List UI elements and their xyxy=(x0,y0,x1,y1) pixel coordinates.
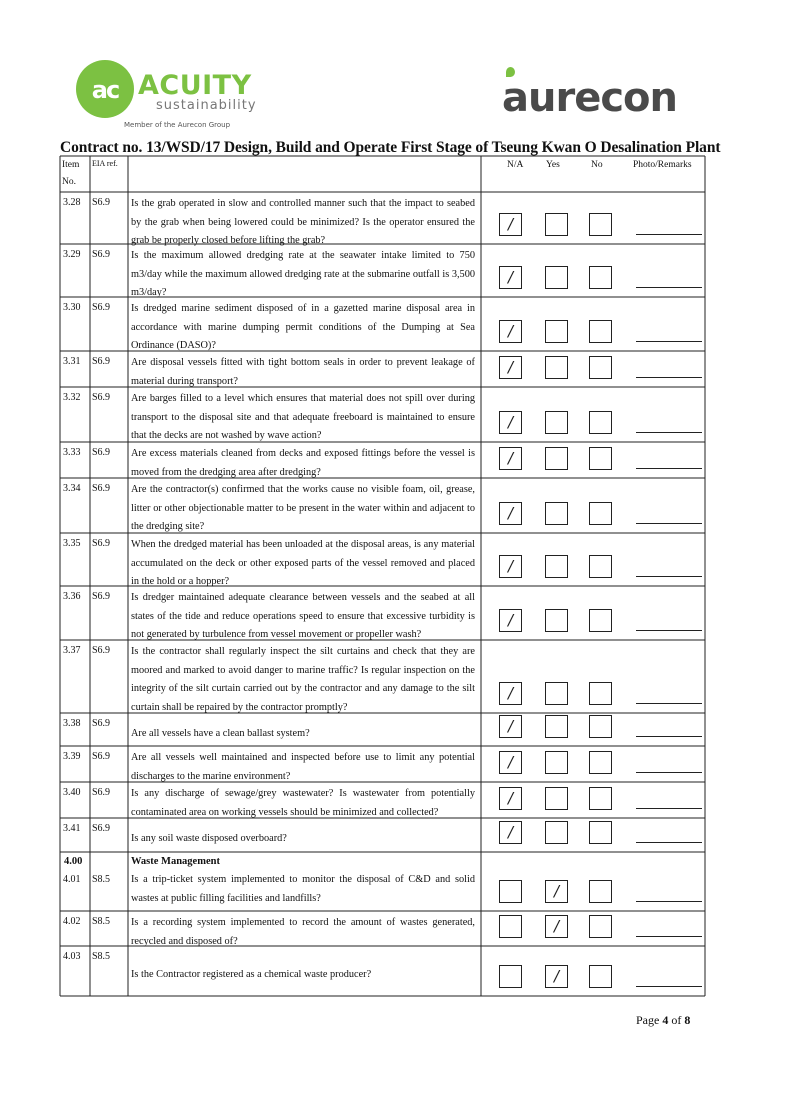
check-mark-icon: / xyxy=(507,322,514,340)
check-mark-icon: / xyxy=(553,967,560,985)
eia-reference: S6.9 xyxy=(92,823,111,834)
item-number: 3.31 xyxy=(63,356,81,367)
no-checkbox[interactable] xyxy=(589,787,612,810)
yes-checkbox[interactable] xyxy=(545,751,568,774)
item-number: 3.37 xyxy=(63,645,81,656)
photo-remarks-field[interactable] xyxy=(636,936,702,937)
no-checkbox[interactable] xyxy=(589,555,612,578)
no-checkbox[interactable] xyxy=(589,502,612,525)
na-header: N/A xyxy=(507,160,524,170)
photo-remarks-field[interactable] xyxy=(636,986,702,987)
na-checkbox[interactable] xyxy=(499,411,522,434)
na-checkbox[interactable] xyxy=(499,447,522,470)
no-checkbox[interactable] xyxy=(589,682,612,705)
no-checkbox[interactable] xyxy=(589,880,612,903)
yes-checkbox[interactable] xyxy=(545,965,568,988)
check-mark-icon: / xyxy=(553,917,560,935)
acuity-logo-mark xyxy=(76,60,134,118)
item-number: 3.38 xyxy=(63,718,81,729)
item-number: 3.39 xyxy=(63,751,81,762)
yes-header: Yes xyxy=(546,160,560,170)
photo-remarks-field[interactable] xyxy=(636,842,702,843)
eia-reference: S8.5 xyxy=(92,916,111,927)
check-mark-icon: / xyxy=(507,504,514,522)
page-total: 8 xyxy=(684,1013,691,1027)
yes-checkbox[interactable] xyxy=(545,356,568,379)
eia-reference: S6.9 xyxy=(92,591,111,602)
na-checkbox[interactable] xyxy=(499,787,522,810)
item-number: 3.29 xyxy=(63,249,81,260)
section-title: Waste Management xyxy=(131,856,220,867)
item-header-no: No. xyxy=(62,177,76,187)
photo-remarks-field[interactable] xyxy=(636,901,702,902)
no-checkbox[interactable] xyxy=(589,213,612,236)
question-text: Are all vessels have a clean ballast system? xyxy=(131,728,310,739)
yes-checkbox[interactable] xyxy=(545,266,568,289)
na-checkbox[interactable] xyxy=(499,915,522,938)
yes-checkbox[interactable] xyxy=(545,787,568,810)
question-text: Is the contractor shall regularly inspect the silt curtains and check that they are moored and marked to avoid danger to marine traffic? Is regular inspection on the integrity of the silt curtain carried out by the contractor and any damage to the silt curtain shall be repaired by the contractor promptly? xyxy=(131,646,475,713)
na-checkbox[interactable] xyxy=(499,715,522,738)
question-text: When the dredged material has been unloaded at the disposal areas, is any material accumulated on the deck or other exposed parts of the vessel removed and placed in the hold or a hopper? xyxy=(131,539,475,587)
item-number: 3.32 xyxy=(63,392,81,403)
yes-checkbox[interactable] xyxy=(545,915,568,938)
eia-reference: S6.9 xyxy=(92,197,111,208)
photo-remarks-field[interactable] xyxy=(636,576,702,577)
yes-checkbox[interactable] xyxy=(545,411,568,434)
check-mark-icon: / xyxy=(507,823,514,841)
yes-checkbox[interactable] xyxy=(545,447,568,470)
na-checkbox[interactable] xyxy=(499,682,522,705)
question-text: Is any discharge of sewage/grey wastewater? Is wastewater from potentially contaminated area on working vessels should be minimized and collected? xyxy=(131,788,475,818)
eia-reference: S6.9 xyxy=(92,302,111,313)
item-number: 3.28 xyxy=(63,197,81,208)
item-number: 3.41 xyxy=(63,823,81,834)
na-checkbox[interactable] xyxy=(499,880,522,903)
yes-checkbox[interactable] xyxy=(545,320,568,343)
eia-reference: S8.5 xyxy=(92,874,111,885)
na-checkbox[interactable] xyxy=(499,555,522,578)
check-mark-icon: / xyxy=(507,789,514,807)
page-current: 4 xyxy=(662,1013,669,1027)
question-text: Is a recording system implemented to record the amount of wastes generated, recycled and disposed of? xyxy=(131,917,475,947)
item-number: 4.02 xyxy=(63,916,81,927)
item-number: 3.36 xyxy=(63,591,81,602)
no-checkbox[interactable] xyxy=(589,320,612,343)
photo-remarks-field[interactable] xyxy=(636,523,702,524)
photo-remarks-field[interactable] xyxy=(636,772,702,773)
na-checkbox[interactable] xyxy=(499,609,522,632)
no-checkbox[interactable] xyxy=(589,915,612,938)
eia-ref-header: EIA ref. xyxy=(92,159,118,168)
no-header: No xyxy=(591,160,603,170)
eia-reference: S8.5 xyxy=(92,951,111,962)
page-number xyxy=(636,1013,690,1028)
item-number: 3.30 xyxy=(63,302,81,313)
check-mark-icon: / xyxy=(507,358,514,376)
yes-checkbox[interactable] xyxy=(545,682,568,705)
no-checkbox[interactable] xyxy=(589,715,612,738)
eia-reference: S6.9 xyxy=(92,645,111,656)
question-text: Are disposal vessels fitted with tight bottom seals in order to prevent leakage of material during transport? xyxy=(131,357,475,387)
no-checkbox[interactable] xyxy=(589,356,612,379)
eia-reference: S6.9 xyxy=(92,249,111,260)
check-mark-icon: / xyxy=(507,557,514,575)
photo-remarks-field[interactable] xyxy=(636,341,702,342)
no-checkbox[interactable] xyxy=(589,751,612,774)
na-checkbox[interactable] xyxy=(499,502,522,525)
check-mark-icon: / xyxy=(507,684,514,702)
item-number: 3.35 xyxy=(63,538,81,549)
check-mark-icon: / xyxy=(507,449,514,467)
na-checkbox[interactable] xyxy=(499,320,522,343)
section-number: 4.00 xyxy=(64,856,83,867)
eia-reference: S6.9 xyxy=(92,538,111,549)
question-text: Are the contractor(s) confirmed that the works cause no visible foam, oil, grease, litter or other objectionable matter to be present in the water within and adjacent to the dredging site? xyxy=(131,484,475,532)
check-mark-icon: / xyxy=(507,413,514,431)
no-checkbox[interactable] xyxy=(589,965,612,988)
yes-checkbox[interactable] xyxy=(545,821,568,844)
question-text: Is any soil waste disposed overboard? xyxy=(131,833,287,844)
photo-remarks-field[interactable] xyxy=(636,377,702,378)
photo-remarks-field[interactable] xyxy=(636,468,702,469)
page-label: Page xyxy=(636,1013,660,1027)
eia-reference: S6.9 xyxy=(92,751,111,762)
question-text: Is the maximum allowed dredging rate at the seawater intake limited to 750 m3/day while the maximum allowed dredging rate at the submarine outfall is 3,500 m3/day? xyxy=(131,250,475,298)
yes-checkbox[interactable] xyxy=(545,880,568,903)
photo-remarks-header: Photo/Remarks xyxy=(633,160,692,170)
check-mark-icon: / xyxy=(507,215,514,233)
eia-reference: S6.9 xyxy=(92,787,111,798)
photo-remarks-field[interactable] xyxy=(636,808,702,809)
eia-reference: S6.9 xyxy=(92,447,111,458)
na-checkbox[interactable] xyxy=(499,356,522,379)
photo-remarks-field[interactable] xyxy=(636,234,702,235)
eia-reference: S6.9 xyxy=(92,718,111,729)
acuity-brand-name: ACUITY xyxy=(138,70,252,101)
yes-checkbox[interactable] xyxy=(545,715,568,738)
photo-remarks-field[interactable] xyxy=(636,287,702,288)
question-text: Is the Contractor registered as a chemical waste producer? xyxy=(131,969,372,980)
item-number: 4.01 xyxy=(63,874,81,885)
na-checkbox[interactable] xyxy=(499,213,522,236)
check-mark-icon: / xyxy=(507,268,514,286)
photo-remarks-field[interactable] xyxy=(636,630,702,631)
no-checkbox[interactable] xyxy=(589,266,612,289)
eia-reference: S6.9 xyxy=(92,356,111,367)
yes-checkbox[interactable] xyxy=(545,609,568,632)
photo-remarks-field[interactable] xyxy=(636,736,702,737)
item-number: 3.33 xyxy=(63,447,81,458)
no-checkbox[interactable] xyxy=(589,821,612,844)
acuity-member-text: Member of the Aurecon Group xyxy=(124,121,231,129)
yes-checkbox[interactable] xyxy=(545,213,568,236)
eia-reference: S6.9 xyxy=(92,392,111,403)
question-text: Are all vessels well maintained and inspected before use to limit any potential discharges to the marine environment? xyxy=(131,752,475,782)
question-text: Is dredged marine sediment disposed of in a gazetted marine disposal area in accordance with marine dumping permit conditions of the Dumping at Sea Ordinance (DASO)? xyxy=(131,303,475,351)
acuity-logo-letters: ac xyxy=(91,76,119,104)
check-mark-icon: / xyxy=(553,882,560,900)
item-number: 4.03 xyxy=(63,951,81,962)
item-number: 3.34 xyxy=(63,483,81,494)
question-text: Are excess materials cleaned from decks and exposed fittings before the vessel is moved from the dredging area after dredging? xyxy=(131,448,475,478)
question-text: Is the grab operated in slow and controlled manner such that the impact to seabed by the grab when being lowered could be minimized? Is the operator ensured the grab be properly closed before lifting the grab? xyxy=(131,198,475,246)
na-checkbox[interactable] xyxy=(499,965,522,988)
question-text: Is dredger maintained adequate clearance between vessels and the seabed at all states of the tide and reduce operations speed to ensure that excessive turbidity is not generated by turbulence from vessel movement or propeller wash? xyxy=(131,592,475,640)
na-checkbox[interactable] xyxy=(499,266,522,289)
page-of: of xyxy=(671,1013,682,1027)
photo-remarks-field[interactable] xyxy=(636,432,702,433)
question-text: Is a trip-ticket system implemented to monitor the disposal of C&D and solid wastes at public filling facilities and landfills? xyxy=(131,874,475,904)
na-checkbox[interactable] xyxy=(499,821,522,844)
item-header: Item xyxy=(62,160,80,170)
check-mark-icon: / xyxy=(507,717,514,735)
aurecon-logo xyxy=(500,65,700,125)
contract-title: Contract no. 13/WSD/17 Design, Build and Operate First Stage of Tseung Kwan O Desalination Plant xyxy=(60,139,721,156)
no-checkbox[interactable] xyxy=(589,447,612,470)
yes-checkbox[interactable] xyxy=(545,555,568,578)
photo-remarks-field[interactable] xyxy=(636,703,702,704)
aurecon-brand-name: aurecon xyxy=(502,75,677,121)
item-number: 3.40 xyxy=(63,787,81,798)
acuity-brand-subtitle: sustainability xyxy=(156,98,257,113)
acuity-logo xyxy=(76,58,276,138)
check-mark-icon: / xyxy=(507,611,514,629)
eia-reference: S6.9 xyxy=(92,483,111,494)
check-mark-icon: / xyxy=(507,753,514,771)
na-checkbox[interactable] xyxy=(499,751,522,774)
question-text: Are barges filled to a level which ensures that material does not spill over during transport to the disposal site and that adequate freeboard is maintained to ensure that the decks are not washed by wave action? xyxy=(131,393,475,441)
no-checkbox[interactable] xyxy=(589,609,612,632)
yes-checkbox[interactable] xyxy=(545,502,568,525)
no-checkbox[interactable] xyxy=(589,411,612,434)
